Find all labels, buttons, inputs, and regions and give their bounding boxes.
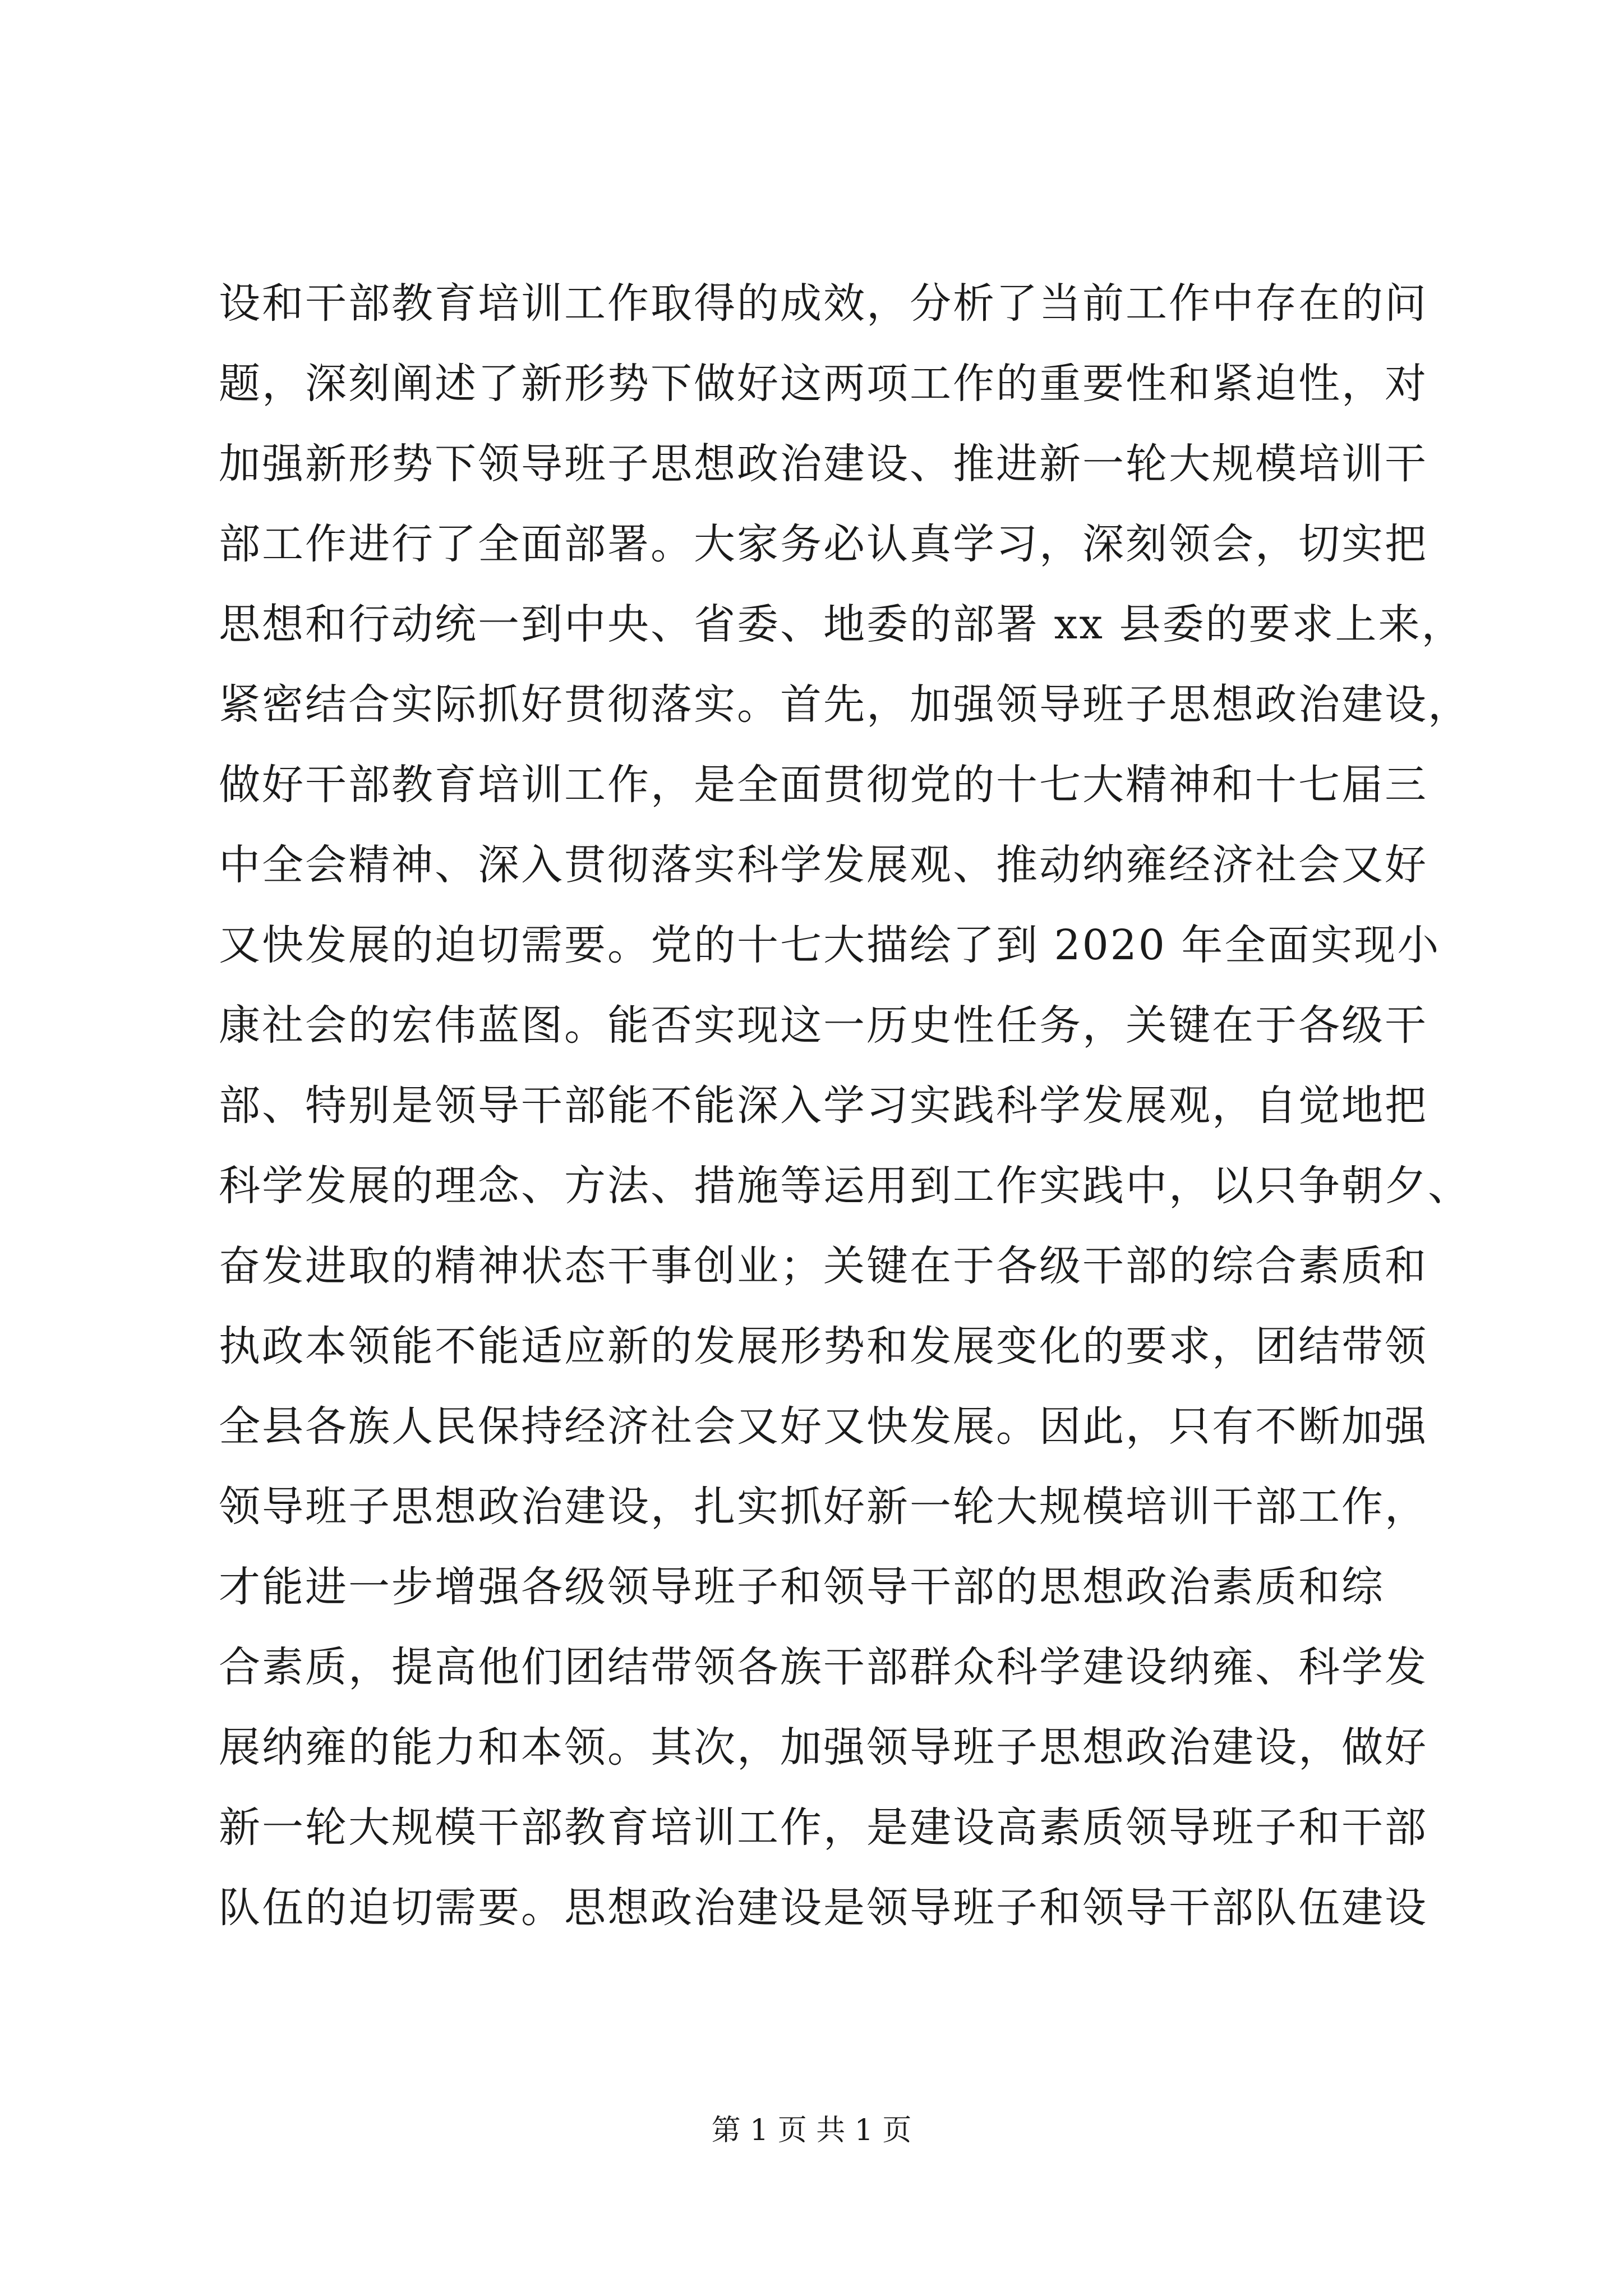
- text-line: 领导班子思想政治建设，扎实抓好新一轮大规模培训干部工作，: [219, 1483, 1428, 1531]
- text-line: 设和干部教育培训工作取得的成效，分析了当前工作中存在的问: [219, 279, 1428, 328]
- text-line: 才能进一步增强各级领导班子和领导干部的思想政治素质和综: [219, 1563, 1385, 1611]
- page-number-footer: 第 1 页 共 1 页: [711, 2114, 912, 2147]
- text-line: 科学发展的理念、方法、措施等运用到工作实践中，以只争朝夕、: [219, 1162, 1471, 1210]
- text-line: 做好干部教育培训工作，是全面贯彻党的十七大精神和十七届三: [219, 761, 1428, 809]
- text-line: 思想和行动统一到中央、省委、地委的部署 xx 县委的要求上来，: [219, 600, 1465, 648]
- text-line: 题，深刻阐述了新形势下做好这两项工作的重要性和紧迫性，对: [219, 360, 1428, 408]
- text-line: 部工作进行了全面部署。大家务必认真学习，深刻领会，切实把: [219, 520, 1428, 568]
- text-line: 奋发进取的精神状态干事创业；关键在于各级干部的综合素质和: [219, 1242, 1428, 1290]
- text-line: 康社会的宏伟蓝图。能否实现这一历史性任务，关键在于各级干: [219, 1001, 1428, 1050]
- text-line: 又快发展的迫切需要。党的十七大描绘了到 2020 年全面实现小: [219, 921, 1441, 969]
- text-line: 队伍的迫切需要。思想政治建设是领导班子和领导干部队伍建设: [219, 1884, 1428, 1932]
- document-body: [219, 264, 1471, 1948]
- text-line: 执政本领能不能适应新的发展形势和发展变化的要求，团结带领: [219, 1322, 1428, 1370]
- text-line: 加强新形势下领导班子思想政治建设、推进新一轮大规模培训干: [219, 440, 1428, 488]
- text-line: 新一轮大规模干部教育培训工作，是建设高素质领导班子和干部: [219, 1803, 1428, 1852]
- text-line: 展纳雍的能力和本领。其次，加强领导班子思想政治建设，做好: [219, 1723, 1428, 1772]
- text-line: 中全会精神、深入贯彻落实科学发展观、推动纳雍经济社会又好: [219, 841, 1428, 889]
- text-line: 紧密结合实际抓好贯彻落实。首先，加强领导班子思想政治建设，: [219, 680, 1471, 729]
- text-line: 部、特别是领导干部能不能深入学习实践科学发展观，自觉地把: [219, 1082, 1428, 1130]
- text-line: 全县各族人民保持经济社会又好又快发展。因此，只有不断加强: [219, 1402, 1428, 1451]
- text-line: 合素质，提高他们团结带领各族干部群众科学建设纳雍、科学发: [219, 1643, 1428, 1691]
